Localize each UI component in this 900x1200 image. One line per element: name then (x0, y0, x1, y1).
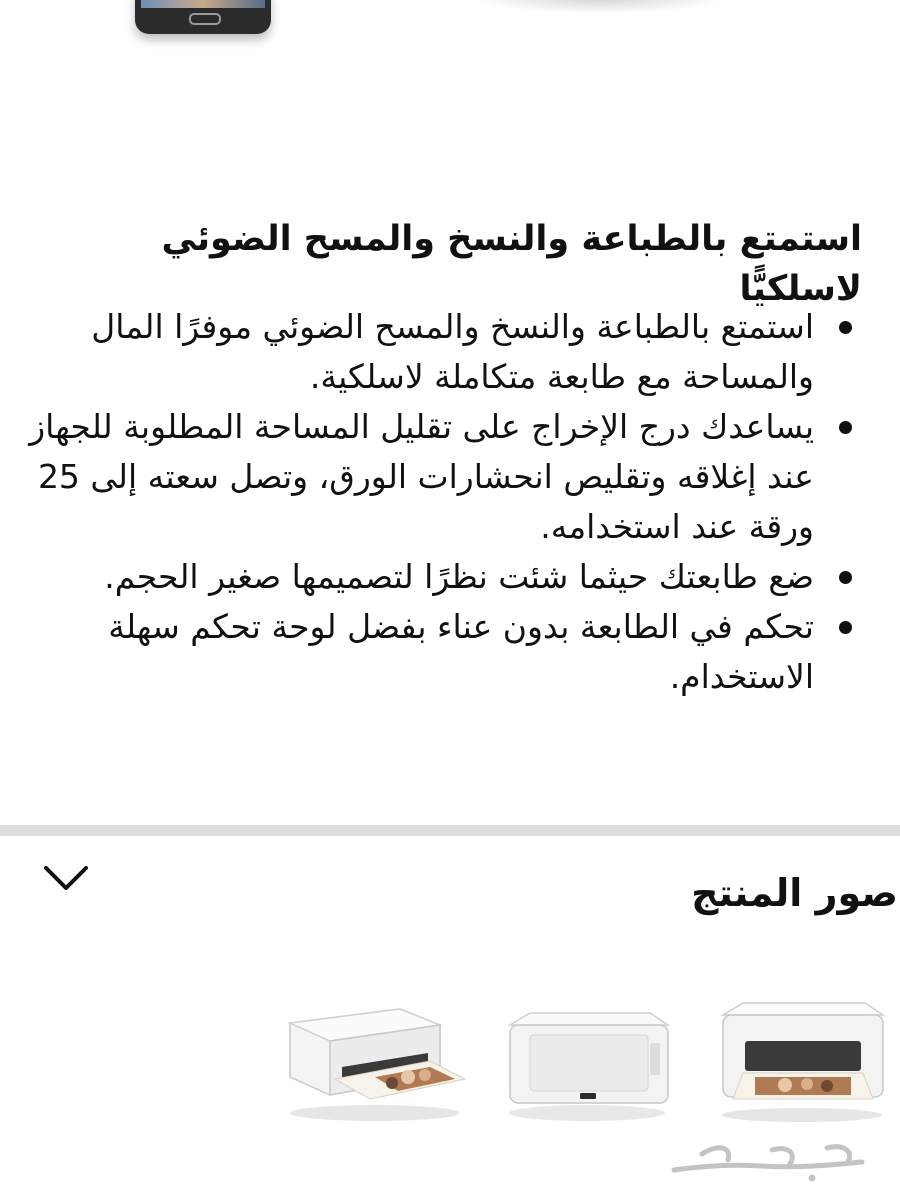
feature-item: استمتع بالطباعة والنسخ والمسح الضوئي موفرًا المال والمساحة مع طابعة متكاملة لاسلكية. (9, 302, 814, 402)
printer-angle-photo-icon[interactable] (280, 995, 470, 1125)
printer-rear-icon[interactable] (500, 995, 675, 1125)
product-images-title: صور المنتج (691, 871, 898, 915)
phone-image (135, 0, 271, 34)
feature-item: ضع طابعتك حيثما شئت نظرًا لتصميمها صغير الحجم. (9, 552, 814, 602)
phone-home-button (189, 13, 221, 25)
product-images-header[interactable] (0, 848, 900, 938)
product-thumbnails (270, 995, 900, 1125)
section-divider (0, 825, 900, 836)
feature-list (9, 302, 852, 702)
section-title: استمتع بالطباعة والنسخ والمسح الضوئي لاسلكيًّا (161, 219, 862, 309)
product-shadow (470, 0, 730, 14)
watermark-logo-icon (662, 1136, 892, 1188)
phone-screen (141, 0, 265, 8)
printer-front-photo-icon[interactable] (715, 995, 890, 1125)
feature-item: تحكم في الطابعة بدون عناء بفضل لوحة تحكم سهلة الاستخدام. (9, 602, 814, 702)
chevron-down-icon[interactable] (38, 852, 94, 902)
feature-item: يساعدك درج الإخراج على تقليل المساحة المطلوبة للجهاز عند إغلاقه وتقليص انحشارات الورق، وتصل سعته إلى 25 ورقة عند استخدامه. (9, 402, 814, 552)
